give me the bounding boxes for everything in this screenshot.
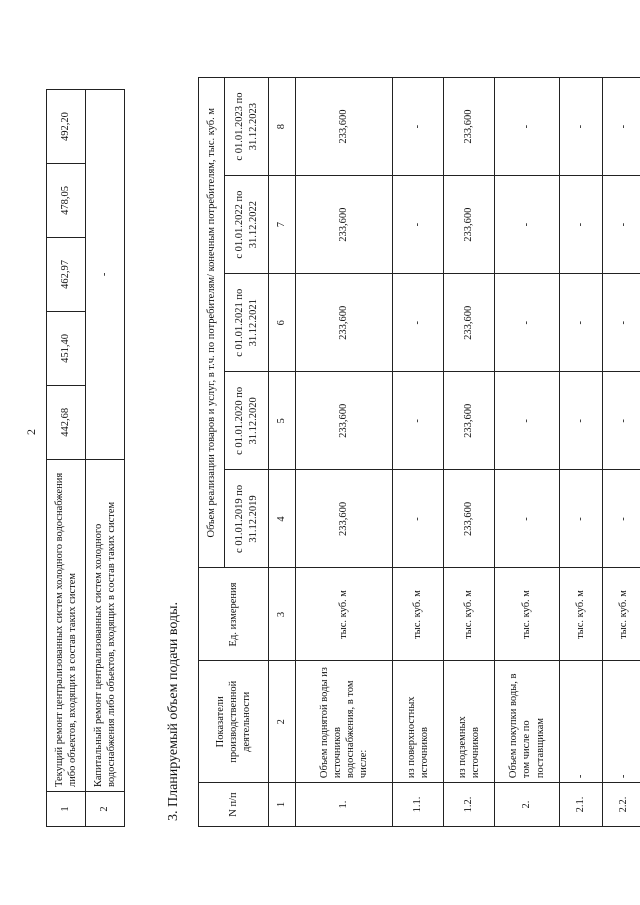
value-cell: -: [495, 470, 560, 568]
table-row: [47, 90, 86, 827]
header-period: с 01.01.2023 по 31.12.2023: [225, 78, 269, 176]
unit-cell: тыс. куб. м: [393, 568, 444, 661]
value-cell: -: [393, 372, 444, 470]
value-cell: -: [393, 78, 444, 176]
row-number: 2.2.: [603, 783, 640, 827]
value-cell: -: [393, 470, 444, 568]
header-period: с 01.01.2019 по 31.12.2019: [225, 470, 269, 568]
table-row: [495, 78, 560, 827]
indicator-name: Объем покупки воды, в том числе по поставщикам: [495, 661, 560, 783]
index-cell: 7: [269, 176, 296, 274]
repair-works-table: [46, 89, 125, 827]
value-cell: -: [495, 176, 560, 274]
value-cell: 451,40: [47, 311, 86, 385]
water-volume-table: [198, 77, 640, 827]
indicator-name: из поверхностных источников: [393, 661, 444, 783]
index-cell: 8: [269, 78, 296, 176]
index-cell: 6: [269, 274, 296, 372]
value-cell: -: [603, 176, 640, 274]
value-cell: 233,600: [444, 78, 495, 176]
page-number: 2: [24, 429, 38, 435]
row-number: 1.1.: [393, 783, 444, 827]
row-number: 2: [86, 792, 125, 827]
value-cell: -: [393, 176, 444, 274]
row-number: 1.2.: [444, 783, 495, 827]
row-number: 2.1.: [560, 783, 603, 827]
value-cell: -: [603, 372, 640, 470]
indicator-name: -: [603, 661, 640, 783]
table-row: [444, 78, 495, 827]
value-cell: -: [603, 470, 640, 568]
header-period: с 01.01.2021 по 31.12.2021: [225, 274, 269, 372]
header-num: N п/п: [199, 783, 269, 827]
value-cell: -: [495, 372, 560, 470]
value-cell: 233,600: [296, 176, 393, 274]
work-name: Капитальный ремонт централизованных систем холодного водоснабжения либо объектов, входящих в состав таких систем: [86, 459, 125, 791]
header-indicator: Показатели производственной деятельности: [199, 661, 269, 783]
value-cell: 462,97: [47, 237, 86, 311]
unit-cell: тыс. куб. м: [603, 568, 640, 661]
header-unit: Ед. измерения: [199, 568, 269, 661]
value-cell: 233,600: [444, 274, 495, 372]
value-cell: -: [393, 274, 444, 372]
row-number: 2.: [495, 783, 560, 827]
indicator-name: из подземных источников: [444, 661, 495, 783]
value-cell: -: [603, 78, 640, 176]
header-group: Объем реализации товаров и услуг, в т.ч. по потребителям/ конечным потребителям, тыс. куб. м: [199, 78, 225, 568]
value-cell: -: [495, 78, 560, 176]
value-cell: -: [603, 274, 640, 372]
index-cell: 1: [269, 783, 296, 827]
index-cell: 3: [269, 568, 296, 661]
unit-cell: тыс. куб. м: [296, 568, 393, 661]
value-cell: 233,600: [296, 372, 393, 470]
index-cell: 4: [269, 470, 296, 568]
indicator-name: Объем поднятой воды из источников водоснабжения, в том числе:: [296, 661, 393, 783]
index-row: [269, 78, 296, 827]
table-row: [560, 78, 603, 827]
value-cell: -: [495, 274, 560, 372]
header-period: с 01.01.2020 по 31.12.2020: [225, 372, 269, 470]
value-cell: 233,600: [296, 470, 393, 568]
table-row: [86, 90, 125, 827]
unit-cell: тыс. куб. м: [560, 568, 603, 661]
index-cell: 2: [269, 661, 296, 783]
table-row: [393, 78, 444, 827]
table-row: [296, 78, 393, 827]
value-cell: 478,05: [47, 163, 86, 237]
merged-value-cell: -: [86, 90, 125, 460]
value-cell: 233,600: [444, 176, 495, 274]
unit-cell: тыс. куб. м: [495, 568, 560, 661]
unit-cell: тыс. куб. м: [444, 568, 495, 661]
value-cell: 233,600: [444, 372, 495, 470]
value-cell: 233,600: [296, 274, 393, 372]
indicator-name: -: [560, 661, 603, 783]
header-period: с 01.01.2022 по 31.12.2022: [225, 176, 269, 274]
value-cell: 233,600: [444, 470, 495, 568]
table-row: [603, 78, 640, 827]
value-cell: -: [560, 176, 603, 274]
row-number: 1: [47, 792, 86, 827]
index-cell: 5: [269, 372, 296, 470]
value-cell: -: [560, 470, 603, 568]
row-number: 1.: [296, 783, 393, 827]
value-cell: -: [560, 274, 603, 372]
value-cell: -: [560, 78, 603, 176]
value-cell: 233,600: [296, 78, 393, 176]
value-cell: -: [560, 372, 603, 470]
header-row: [199, 78, 225, 827]
value-cell: 442,68: [47, 385, 86, 459]
value-cell: 492,20: [47, 90, 86, 164]
section-title: 3. Планируемый объем подачи воды.: [166, 601, 181, 821]
work-name: Текущий ремонт централизованных систем холодного водоснабжения либо объектов, входящих в состав таких систем: [47, 459, 86, 791]
